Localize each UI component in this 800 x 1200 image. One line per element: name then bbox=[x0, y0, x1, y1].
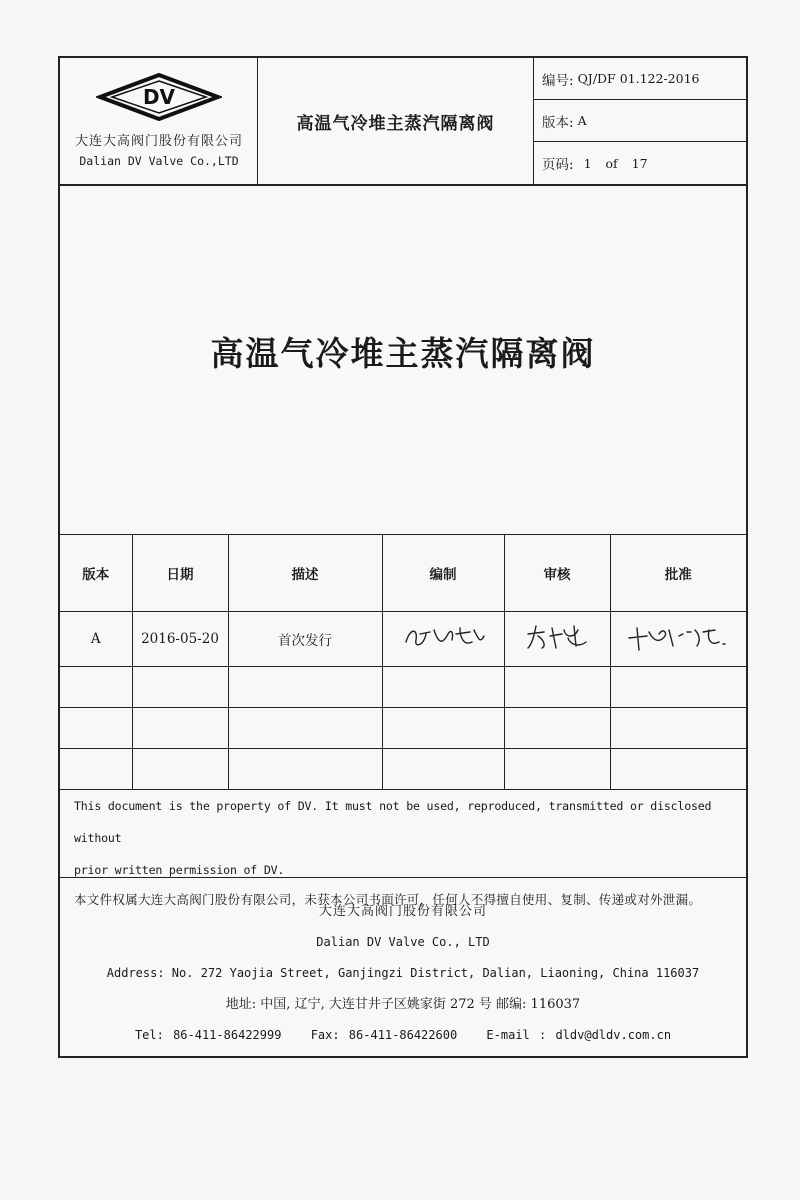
footer-contact bbox=[60, 1020, 746, 1051]
logo-cell bbox=[60, 58, 258, 184]
footer-fax: Fax: 86-411-86422600 bbox=[310, 1028, 458, 1042]
cell-date: 2016-05-20 bbox=[132, 612, 228, 667]
cell-approved-signature bbox=[610, 612, 746, 667]
footer-address-cn: 地址: 中国, 辽宁, 大连甘井子区姚家街 272 号 邮编: 116037 bbox=[225, 997, 581, 1012]
version-row bbox=[534, 100, 746, 142]
document-frame bbox=[58, 56, 748, 1058]
col-header-prepared: 编制 bbox=[382, 535, 504, 612]
cell-reviewed-signature bbox=[504, 612, 610, 667]
doc-number-label: 编号: bbox=[542, 72, 574, 89]
company-footer bbox=[60, 896, 746, 1051]
signature-approved bbox=[623, 620, 733, 654]
doc-number-row bbox=[534, 58, 746, 100]
document-title: 高温气冷堆主蒸汽隔离阀 bbox=[210, 334, 596, 373]
header-title: 高温气冷堆主蒸汽隔离阀 bbox=[296, 113, 495, 134]
page-current: 1 bbox=[583, 155, 592, 171]
footer-address-en: Address: No. 272 Yaojia Street, Ganjingzi District, Dalian, Liaoning, China 116037 bbox=[106, 966, 700, 980]
cell-version: A bbox=[60, 612, 132, 667]
footer-tel: Tel: 86-411-86422999 bbox=[134, 1028, 282, 1042]
footer-company-cn: 大连大高阀门股份有限公司 bbox=[318, 904, 487, 919]
cell-description: 首次发行 bbox=[228, 612, 382, 667]
notice-cn: 本文件权属大连大高阀门股份有限公司，未获本公司书面许可，任何人不得擅自使用、复制、传递或对外泄漏。 bbox=[74, 892, 702, 907]
company-name-en: Dalian DV Valve Co.,LTD bbox=[79, 154, 239, 168]
signature-reviewed bbox=[522, 620, 592, 654]
notice-en-line2: prior written permission of DV. bbox=[74, 863, 285, 877]
col-header-description: 描述 bbox=[228, 535, 382, 612]
meta-cell bbox=[534, 58, 746, 184]
company-name-cn: 大连大高阀门股份有限公司 bbox=[74, 134, 243, 149]
revision-table-header bbox=[60, 535, 746, 612]
page-of: of bbox=[605, 155, 618, 171]
dv-logo-icon bbox=[96, 72, 222, 122]
version-label: 版本: bbox=[542, 114, 574, 131]
signature-prepared bbox=[398, 620, 488, 654]
revision-table bbox=[60, 534, 746, 790]
logo-text: DV bbox=[142, 85, 176, 109]
footer-email: E-mail : dldv@dldv.com.cn bbox=[486, 1028, 672, 1042]
header-title-cell bbox=[258, 58, 534, 184]
page-row bbox=[534, 142, 746, 184]
doc-number-value: QJ/DF 01.122-2016 bbox=[577, 71, 700, 86]
document-header bbox=[60, 58, 746, 186]
confidentiality-notice bbox=[60, 774, 746, 907]
table-row bbox=[60, 708, 746, 749]
col-header-approved: 批准 bbox=[610, 535, 746, 612]
table-row bbox=[60, 667, 746, 708]
col-header-date: 日期 bbox=[132, 535, 228, 612]
footer-company-en: Dalian DV Valve Co., LTD bbox=[316, 935, 490, 949]
notice-en-line1: This document is the property of DV. It must not be used, reproduced, transmitted or disclosed without bbox=[74, 799, 712, 845]
cell-prepared-signature bbox=[382, 612, 504, 667]
version-value: A bbox=[577, 113, 587, 128]
col-header-version: 版本 bbox=[60, 535, 132, 612]
table-row bbox=[60, 612, 746, 667]
page-total: 17 bbox=[631, 155, 648, 171]
page-label: 页码: bbox=[542, 157, 574, 173]
col-header-reviewed: 审核 bbox=[504, 535, 610, 612]
